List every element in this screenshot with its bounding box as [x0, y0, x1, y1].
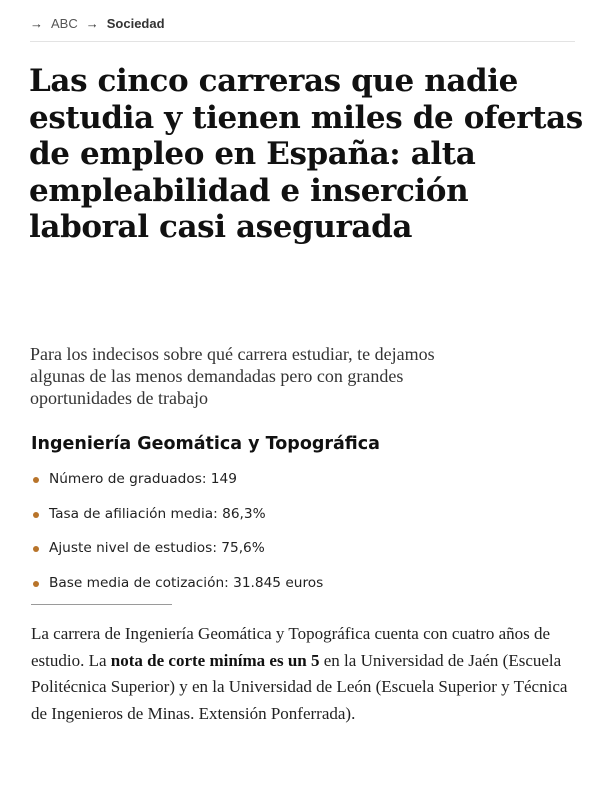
- list-item: [31, 506, 323, 541]
- arrow-right-icon: →: [30, 16, 43, 31]
- stat-text: Tasa de afiliación media: 86,3%: [49, 505, 266, 522]
- article-title: Las cinco carreras que nadie estudia y tienen miles de ofertas de empleo en España: alta empleabilidad e inserción laboral casi asegurada: [29, 63, 583, 245]
- list-item: [31, 471, 323, 506]
- paragraph-text: en la Universidad de Jaén (Escuela Politécnica Superior) y en la Universidad de León (Escuela Superior y Técnica de Ingenieros de Minas. Extensión Ponferrada).: [31, 650, 568, 723]
- article-subtitle: Para los indecisos sobre qué carrera estudiar, te dejamos algunas de las menos demandadas pero con grandes oportunidades de trabajo: [30, 344, 435, 408]
- stat-text: Número de graduados: 149: [49, 471, 237, 487]
- breadcrumb-link-abc[interactable]: ABC: [51, 16, 78, 31]
- stats-list: [31, 471, 323, 609]
- bullet-icon: [33, 477, 39, 483]
- paragraph-text: La carrera de Ingeniería Geomática y Topográfica cuenta con cuatro años de estudio. La: [31, 624, 551, 670]
- section-heading: Ingeniería Geomática y Topográfica: [31, 434, 380, 454]
- bullet-icon: [33, 581, 39, 587]
- bullet-icon: [33, 512, 39, 518]
- breadcrumb-link-sociedad[interactable]: Sociedad: [106, 16, 165, 31]
- arrow-right-icon: →: [85, 16, 99, 31]
- breadcrumb: [30, 16, 575, 42]
- list-item: [31, 540, 323, 575]
- divider: [31, 604, 172, 605]
- stat-text: Ajuste nivel de estudios: 75,6%: [49, 540, 265, 556]
- stat-text: Base media de cotización: 31.845 euros: [49, 574, 324, 591]
- paragraph-highlight: nota de corte miníma es un 5: [110, 650, 320, 670]
- bullet-icon: [33, 546, 39, 552]
- article-paragraph: [31, 621, 586, 727]
